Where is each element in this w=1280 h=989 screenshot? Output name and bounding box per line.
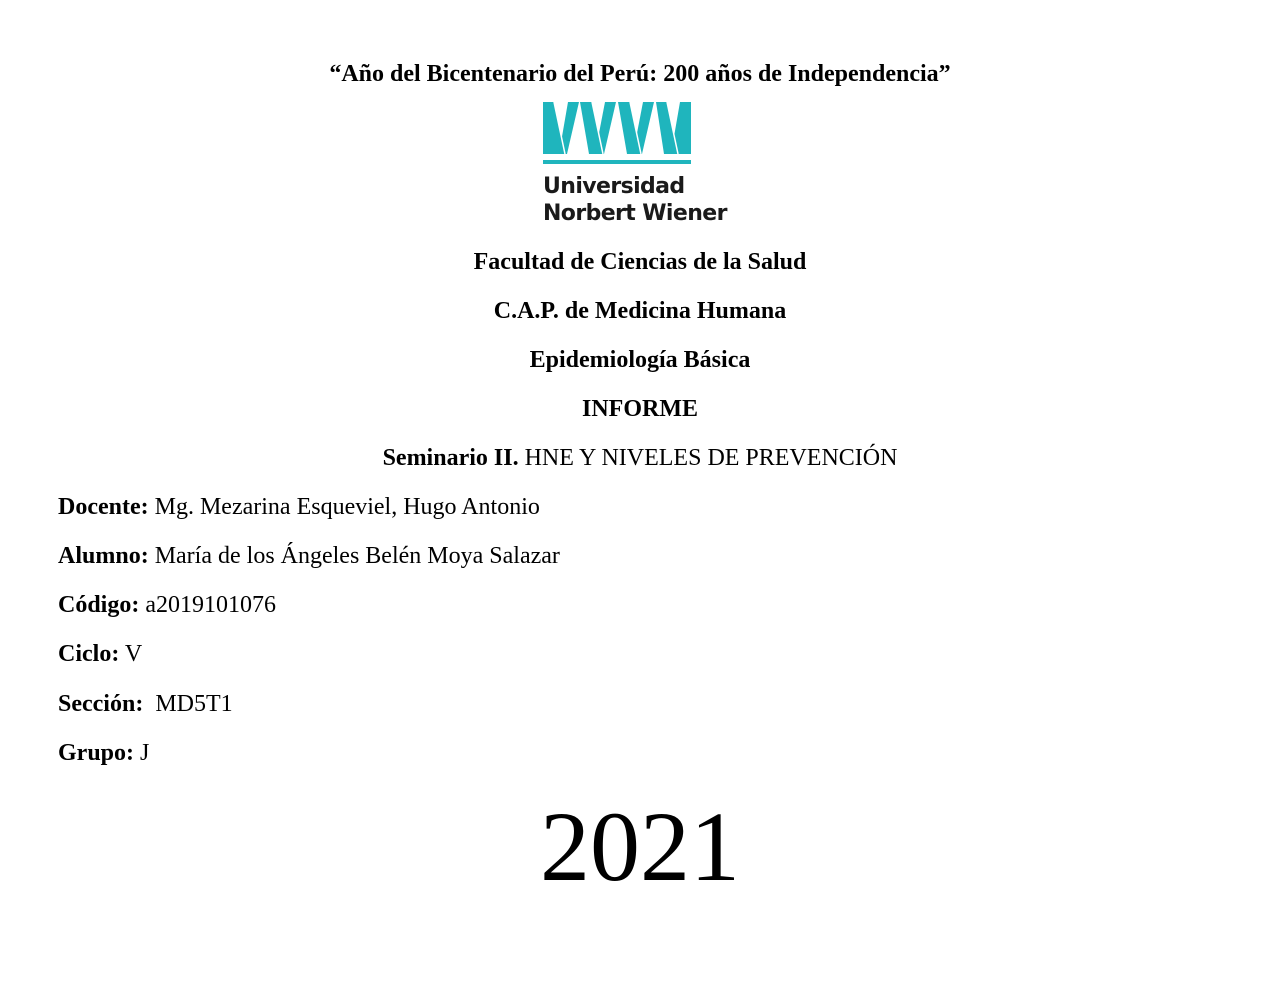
docente-label: Docente: — [58, 494, 149, 520]
alumno-label: Alumno: — [58, 543, 149, 569]
seccion-value: MD5T1 — [155, 691, 233, 717]
faculty-heading: Facultad de Ciencias de la Salud — [473, 249, 807, 275]
report-type-heading: INFORME — [582, 396, 698, 422]
ciclo-label: Ciclo: — [58, 641, 120, 667]
year-text: 2021 — [540, 791, 740, 902]
seminar-heading — [0, 444, 1280, 472]
codigo-value: a2019101076 — [145, 592, 276, 618]
alumno-row — [58, 542, 560, 570]
codigo-label: Código: — [58, 592, 140, 618]
ciclo-value: V — [124, 641, 143, 667]
alumno-value: María de los Ángeles Belén Moya Salazar — [154, 543, 560, 569]
docente-value: Mg. Mezarina Esqueviel, Hugo Antonio — [154, 494, 540, 520]
logo-text-universidad: Universidad — [543, 174, 685, 199]
motto-heading: “Año del Bicentenario del Perú: 200 años de Independencia” — [329, 61, 951, 87]
docente-row — [58, 493, 540, 521]
course-heading: Epidemiología Básica — [529, 347, 751, 373]
grupo-label: Grupo: — [58, 740, 135, 766]
seminar-label: Seminario II. — [382, 445, 519, 471]
grupo-row — [58, 739, 149, 767]
university-logo — [541, 102, 741, 228]
grupo-value: J — [140, 740, 150, 766]
logo-text-norbert-wiener: Norbert Wiener — [543, 201, 727, 226]
codigo-row — [58, 591, 276, 619]
seccion-row — [58, 690, 233, 718]
ciclo-row — [58, 640, 142, 668]
seminar-title: HNE Y NIVELES DE PREVENCIÓN — [524, 445, 898, 471]
book-emblem-icon — [543, 102, 693, 168]
seccion-label: Sección: — [58, 691, 144, 717]
program-heading: C.A.P. de Medicina Humana — [493, 298, 787, 324]
